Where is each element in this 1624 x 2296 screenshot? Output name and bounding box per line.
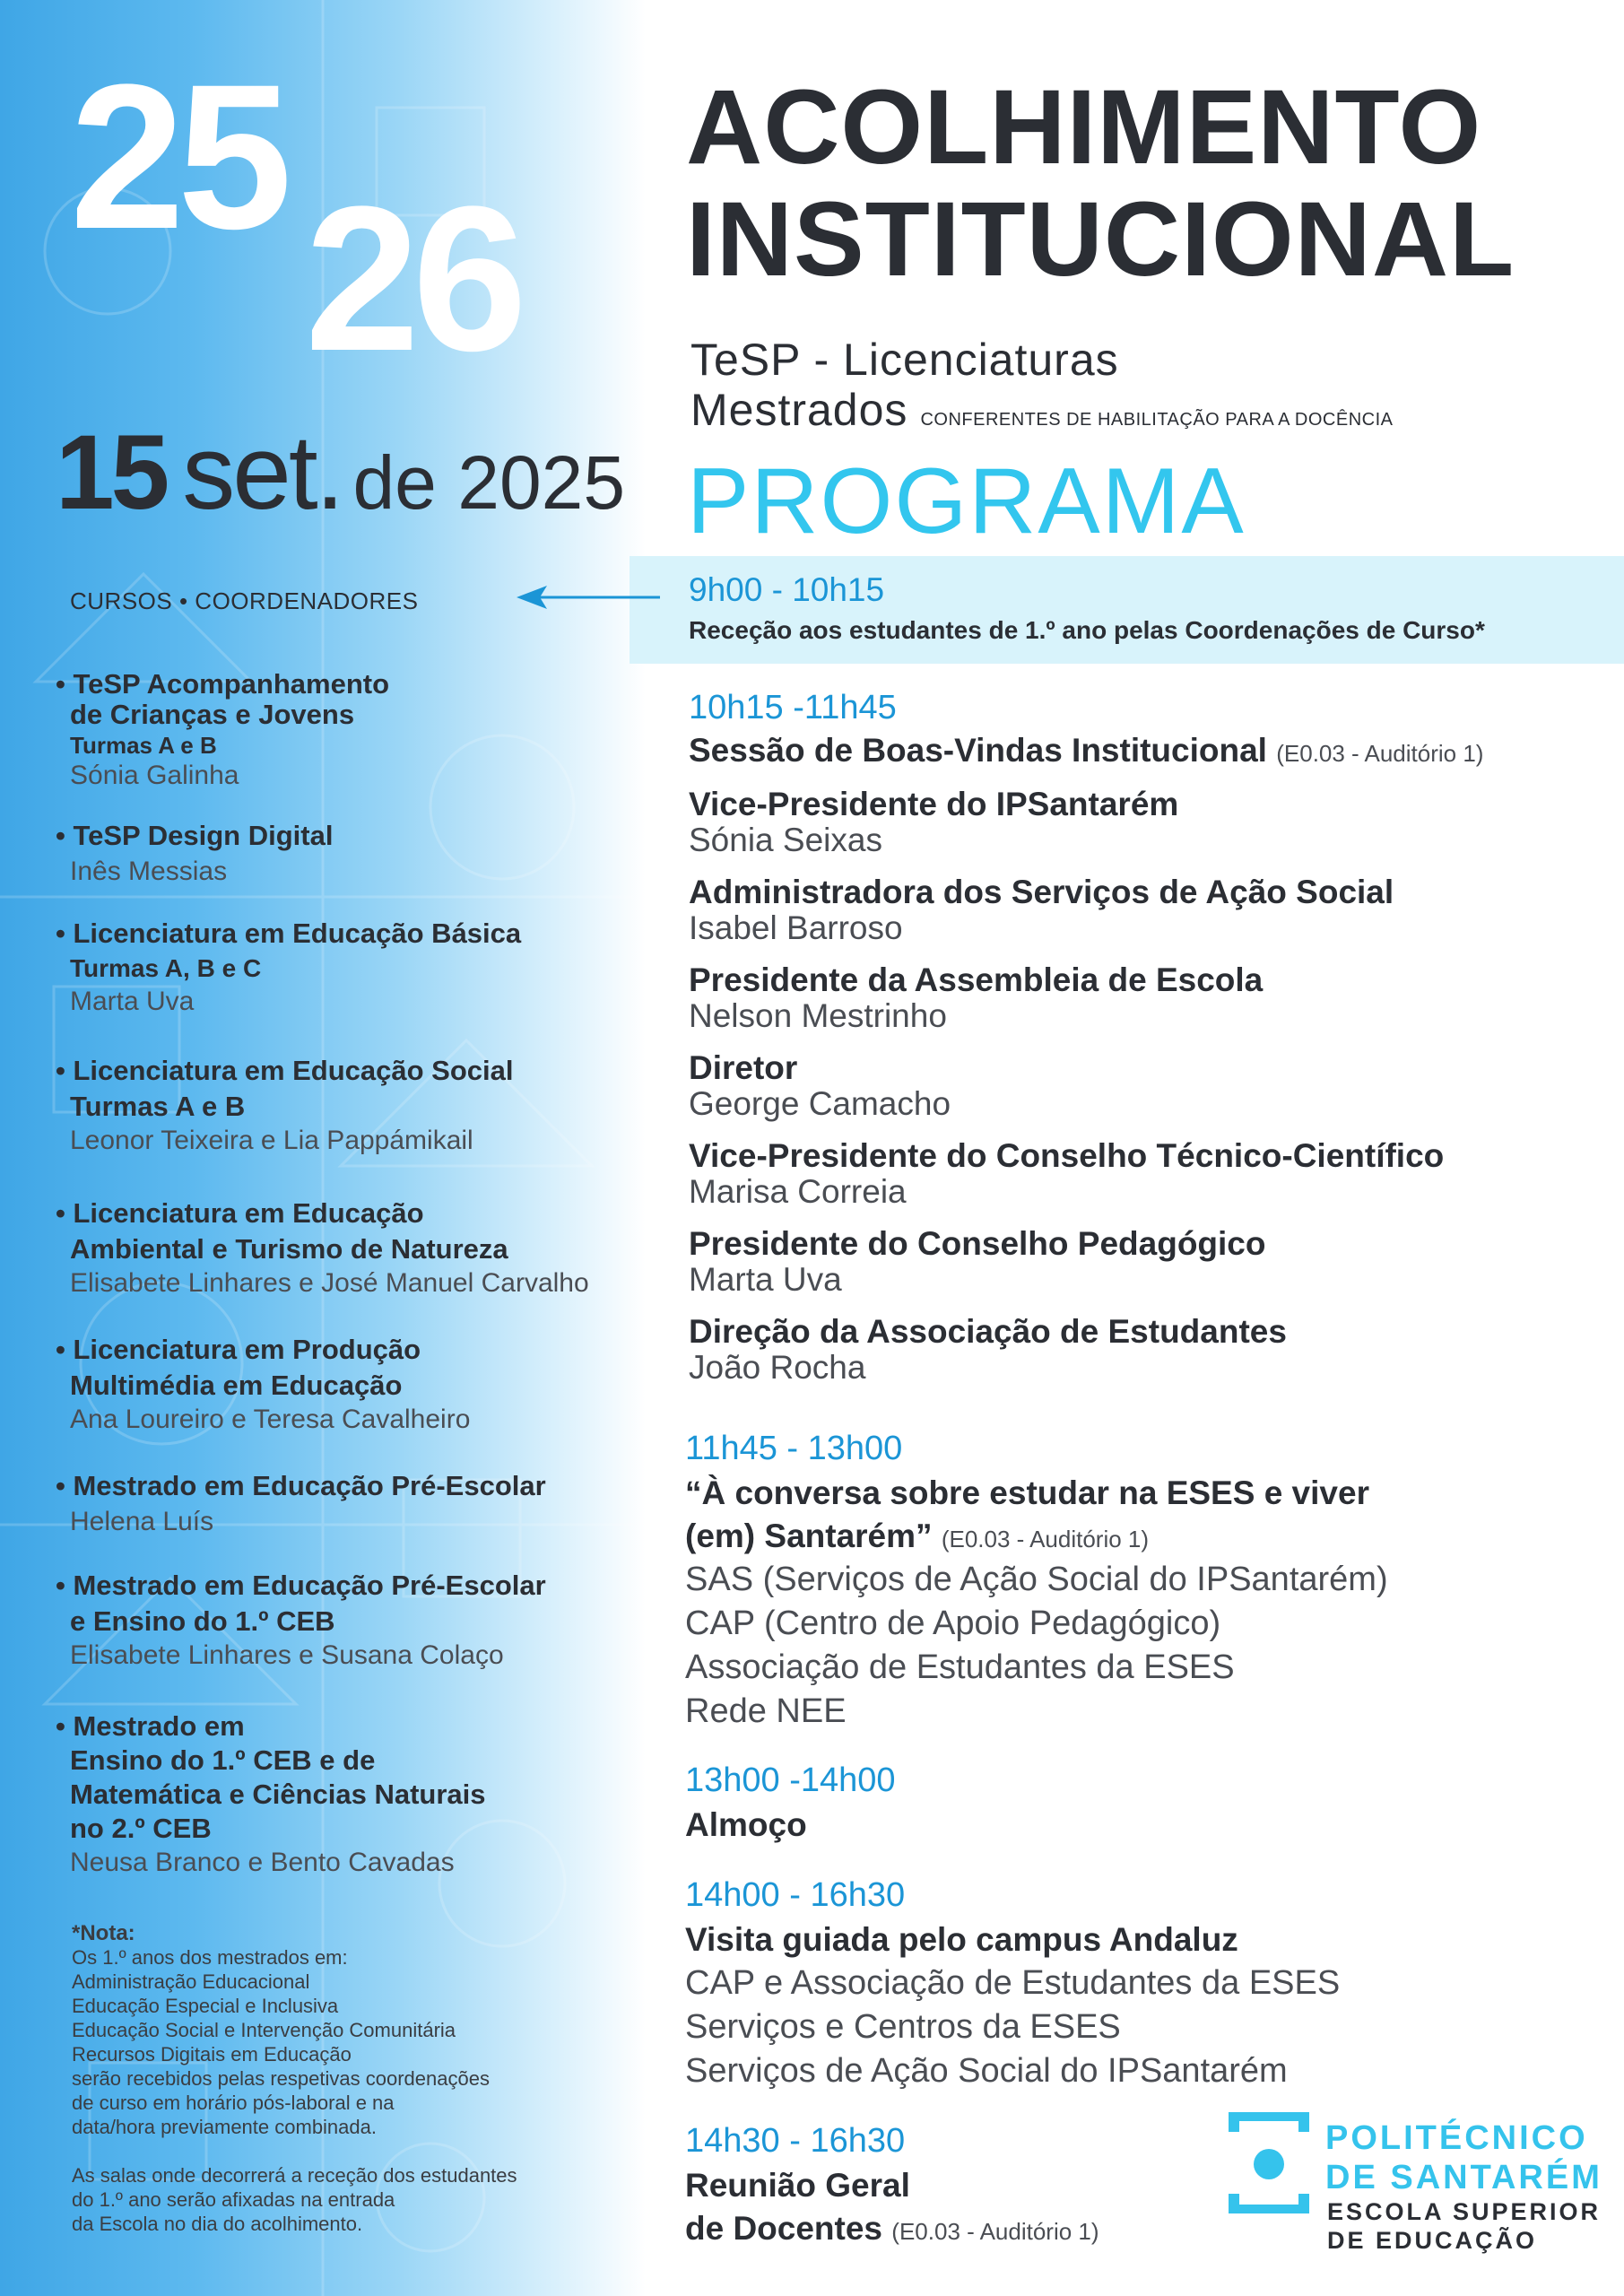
session-3-item: Associação de Estudantes da ESES bbox=[685, 1648, 1235, 1686]
year-top: 25 bbox=[70, 41, 285, 272]
course-title: • Mestrado em bbox=[56, 1710, 245, 1742]
note-line: serão recebidos pelas respetivas coordenações bbox=[72, 2067, 490, 2090]
session-3-time: 11h45 - 13h00 bbox=[685, 1430, 903, 1467]
course-title: • Mestrado em Educação Pré-Escolar bbox=[56, 1470, 546, 1501]
courses-header: CURSOS • COORDENADORES bbox=[70, 587, 419, 614]
logo-line-4: DE EDUCAÇÃO bbox=[1327, 2227, 1538, 2254]
session-3-item: CAP (Centro de Apoio Pedagógico) bbox=[685, 1605, 1221, 1642]
subtitle-mestrados: Mestrados bbox=[690, 385, 908, 435]
subtitle-line-2 bbox=[690, 384, 1393, 436]
course-title: • TeSP Design Digital bbox=[56, 820, 334, 851]
logo-school bbox=[1327, 2197, 1601, 2255]
speaker-role: Diretor bbox=[689, 1049, 798, 1086]
course-title: e Ensino do 1.º CEB bbox=[70, 1605, 335, 1637]
session-5-time: 14h00 - 16h30 bbox=[685, 1876, 906, 1914]
course-item bbox=[56, 1054, 514, 1158]
course-item bbox=[56, 917, 521, 1019]
course-title: Multimédia em Educação bbox=[70, 1370, 403, 1401]
session-3-item: SAS (Serviços de Ação Social do IPSantarém) bbox=[685, 1561, 1388, 1598]
course-coordinator: Leonor Teixeira e Lia Pappámikail bbox=[70, 1126, 473, 1155]
session-2-time: 10h15 -11h45 bbox=[689, 689, 897, 726]
date-day: 15 bbox=[56, 413, 167, 532]
course-item bbox=[56, 667, 389, 793]
page-title bbox=[686, 68, 1515, 300]
course-title: • Licenciatura em Educação Social bbox=[56, 1055, 514, 1086]
session-5-title: Visita guiada pelo campus Andaluz bbox=[685, 1921, 1238, 1958]
course-item bbox=[56, 1709, 486, 1880]
speaker-name: João Rocha bbox=[689, 1349, 866, 1386]
logo-name bbox=[1325, 2118, 1602, 2197]
session-1-desc: Receção aos estudantes de 1.º ano pelas Coordenações de Curso* bbox=[689, 616, 1485, 644]
note-block bbox=[72, 1921, 574, 2236]
session-6-title-line-1: Reunião Geral bbox=[685, 2167, 910, 2204]
logo-line-2: DE SANTARÉM bbox=[1325, 2159, 1602, 2196]
session-6-title-text: de Docentes bbox=[685, 2210, 883, 2247]
session-6-time: 14h30 - 16h30 bbox=[685, 2122, 906, 2160]
course-coordinator: Sónia Galinha bbox=[70, 761, 239, 790]
session-3-title-text: (em) Santarém” bbox=[685, 1518, 933, 1554]
course-item bbox=[56, 1196, 589, 1300]
course-title: Turmas A e B bbox=[70, 1091, 246, 1122]
year-bottom: 26 bbox=[305, 163, 520, 394]
course-title: no 2.º CEB bbox=[70, 1813, 212, 1844]
course-title: de Crianças e Jovens bbox=[70, 699, 355, 730]
note-line: de curso em horário pós-laboral e na bbox=[72, 2092, 395, 2114]
session-3-location: (E0.03 - Auditório 1) bbox=[941, 1526, 1150, 1552]
note-line: da Escola no dia do acolhimento. bbox=[72, 2213, 363, 2235]
date-month: set. bbox=[182, 413, 343, 532]
session-5-item: Serviços e Centros da ESES bbox=[685, 2008, 1121, 2046]
course-turmas: Turmas A, B e C bbox=[70, 954, 262, 982]
speaker-role: Direção da Associação de Estudantes bbox=[689, 1313, 1287, 1350]
note-line: do 1.º ano serão afixadas na entrada bbox=[72, 2188, 395, 2211]
arrow-left-icon bbox=[517, 584, 660, 611]
course-title: Ambiental e Turismo de Natureza bbox=[70, 1233, 508, 1265]
institution-logo-icon bbox=[1229, 2112, 1309, 2215]
course-item bbox=[56, 1569, 546, 1673]
course-coordinator: Ana Loureiro e Teresa Cavalheiro bbox=[70, 1405, 471, 1434]
course-item bbox=[56, 1333, 470, 1437]
course-title: • TeSP Acompanhamento bbox=[56, 668, 390, 700]
logo-line-3: ESCOLA SUPERIOR bbox=[1327, 2198, 1602, 2225]
course-title: • Licenciatura em Educação bbox=[56, 1197, 424, 1229]
session-2-title bbox=[689, 732, 1483, 770]
session-4-title: Almoço bbox=[685, 1806, 807, 1843]
session-6-location: (E0.03 - Auditório 1) bbox=[891, 2218, 1099, 2245]
programa-heading: PROGRAMA bbox=[687, 449, 1246, 553]
subtitle-line-1: TeSP - Licenciaturas bbox=[690, 335, 1119, 385]
session-2-location: (E0.03 - Auditório 1) bbox=[1276, 740, 1484, 767]
title-line-2: INSTITUCIONAL bbox=[686, 180, 1515, 300]
session-3-item: Rede NEE bbox=[685, 1692, 847, 1730]
course-title: Ensino do 1.º CEB e de bbox=[70, 1744, 376, 1776]
speaker-role: Presidente da Assembleia de Escola bbox=[689, 961, 1264, 998]
note-line: Os 1.º anos dos mestrados em: bbox=[72, 1946, 348, 1969]
title-line-1: ACOLHIMENTO bbox=[686, 68, 1482, 187]
course-coordinator: Elisabete Linhares e Susana Colaço bbox=[70, 1640, 504, 1670]
session-4-time: 13h00 -14h00 bbox=[685, 1761, 896, 1799]
course-title: • Licenciatura em Educação Básica bbox=[56, 918, 522, 949]
speaker-name: George Camacho bbox=[689, 1085, 951, 1122]
note-line: Educação Social e Intervenção Comunitária bbox=[72, 2019, 456, 2041]
speaker-name: Isabel Barroso bbox=[689, 909, 903, 946]
subtitle-small: CONFERENTES DE HABILITAÇÃO PARA A DOCÊNCIA bbox=[920, 410, 1394, 430]
session-5-item: CAP e Associação de Estudantes da ESES bbox=[685, 1964, 1341, 2002]
speaker-role: Vice-Presidente do IPSantarém bbox=[689, 786, 1179, 822]
course-coordinator: Elisabete Linhares e José Manuel Carvalho bbox=[70, 1268, 589, 1298]
note-line: As salas onde decorrerá a receção dos estudantes bbox=[72, 2164, 517, 2187]
course-item bbox=[56, 819, 333, 889]
note-line: Administração Educacional bbox=[72, 1970, 310, 1993]
note-line: Educação Especial e Inclusiva bbox=[72, 1995, 339, 2017]
session-6-title-line-2 bbox=[685, 2210, 1099, 2248]
course-title: Matemática e Ciências Naturais bbox=[70, 1779, 486, 1810]
session-2-title-text: Sessão de Boas-Vindas Institucional bbox=[689, 732, 1267, 769]
course-coordinator: Helena Luís bbox=[70, 1507, 214, 1536]
speaker-name: Marta Uva bbox=[689, 1261, 842, 1298]
logo-line-1: POLITÉCNICO bbox=[1325, 2119, 1588, 2157]
date-year: de 2025 bbox=[352, 440, 626, 525]
session-3-title-line-1: “À conversa sobre estudar na ESES e viver bbox=[685, 1474, 1369, 1511]
note-title: *Nota: bbox=[72, 1921, 135, 1945]
course-turmas: Turmas A e B bbox=[70, 732, 217, 759]
course-coordinator: Marta Uva bbox=[70, 987, 195, 1016]
speaker-role: Administradora dos Serviços de Ação Social bbox=[689, 874, 1394, 910]
event-date bbox=[56, 413, 626, 532]
session-1-time: 9h00 - 10h15 bbox=[689, 571, 885, 608]
course-coordinator: Inês Messias bbox=[70, 857, 228, 886]
session-5-item: Serviços de Ação Social do IPSantarém bbox=[685, 2052, 1288, 2090]
speaker-role: Vice-Presidente do Conselho Técnico-Científico bbox=[689, 1137, 1445, 1174]
course-title: • Mestrado em Educação Pré-Escolar bbox=[56, 1570, 546, 1601]
speaker-role: Presidente do Conselho Pedagógico bbox=[689, 1225, 1266, 1262]
course-title: • Licenciatura em Produção bbox=[56, 1334, 421, 1365]
course-coordinator: Neusa Branco e Bento Cavadas bbox=[70, 1848, 455, 1877]
speaker-name: Sónia Seixas bbox=[689, 822, 882, 858]
course-item bbox=[56, 1469, 546, 1539]
session-3-title-line-2 bbox=[685, 1518, 1149, 1555]
speaker-name: Nelson Mestrinho bbox=[689, 997, 947, 1034]
speaker-name: Marisa Correia bbox=[689, 1173, 907, 1210]
note-line: data/hora previamente combinada. bbox=[72, 2116, 377, 2138]
note-line: Recursos Digitais em Educação bbox=[72, 2043, 352, 2066]
